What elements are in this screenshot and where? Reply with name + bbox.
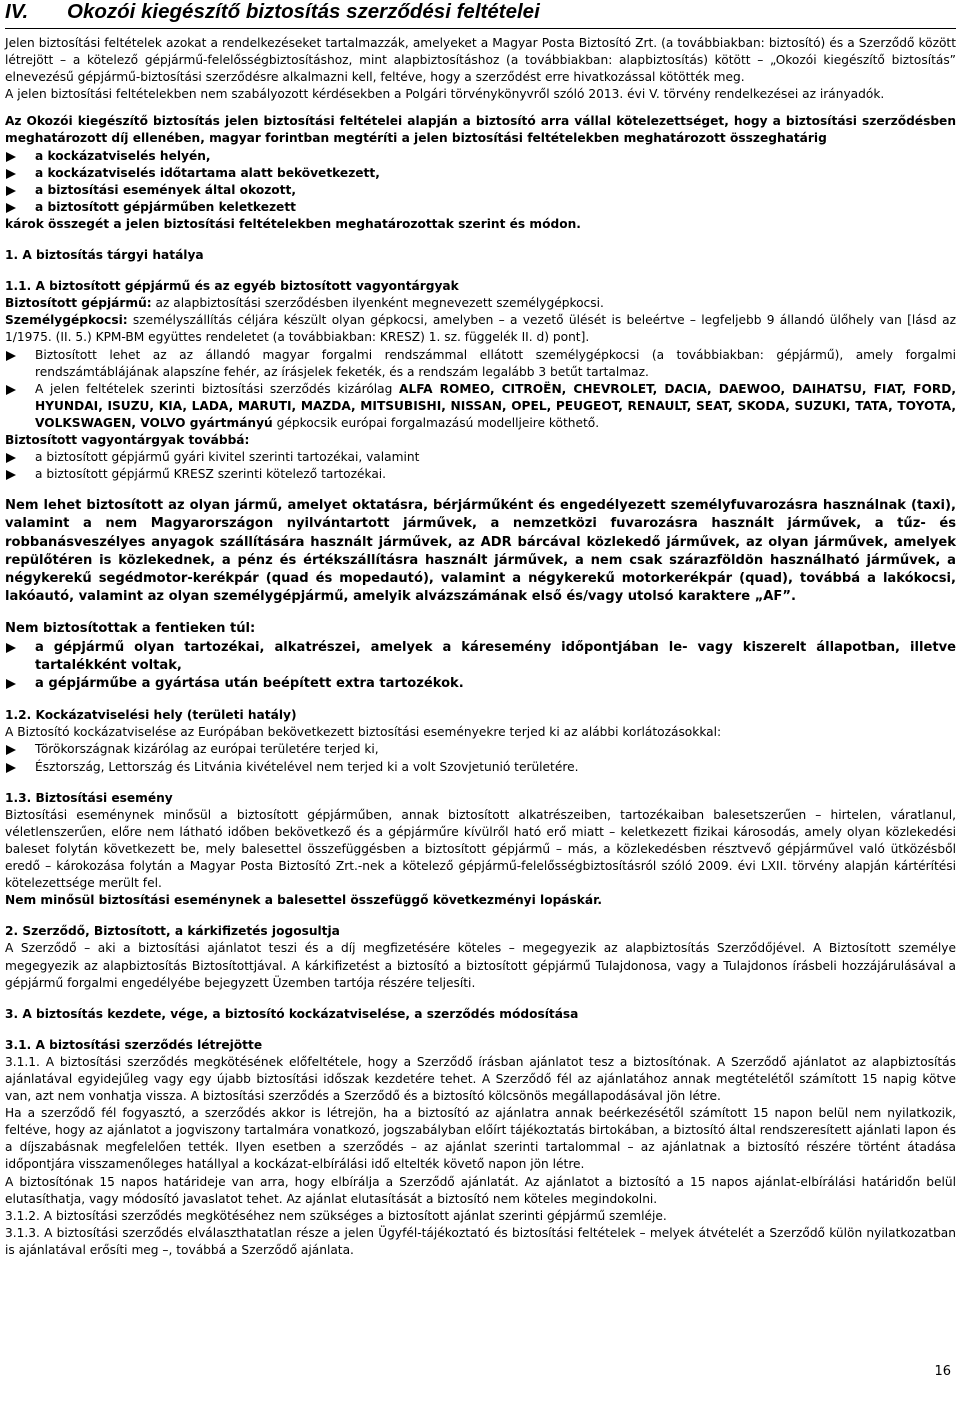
section-3-1-3-text: 3.1.3. A biztosítási szerződés elválaszthatatlan része a jelen Ügyfél-tájékoztató és biztosítási feltételek – melyek átvételét a Szerződő külön nyilatkozatban is ajánlatával erősíti meg –, továbbá a Szerződő ajánlata. [5, 1225, 956, 1257]
section-1-2-text: A Biztosító kockázatviselése az Európában bekövetkezett biztosítási eseményekre terjed ki az alábbi korlátozásokkal: [5, 725, 722, 740]
arrow-bullet-icon [5, 449, 35, 466]
page-number: 16 [934, 1364, 951, 1379]
list-item: a gépjármű olyan tartozékai, alkatrészei, amelyek a káresemény időpontjában le- vagy kiszerelt állapotban, illetve tartalékként voltak, [5, 639, 956, 675]
obligation-closing: károk összegét a jelen biztosítási feltételekben meghatározottak szerint és módon. [5, 216, 581, 231]
list-item: a kockázatviselés helyén, [5, 148, 956, 165]
section-3-heading: 3. A biztosítás kezdete, vége, a biztosító kockázatviselése, a szerződés módosítása [5, 1006, 579, 1021]
section-1-3-heading: 1.3. Biztosítási esemény [5, 790, 173, 805]
arrow-bullet-icon [5, 675, 35, 692]
assessment-paragraph: A biztosítónak 15 napos határideje van arra, hogy elbírálja a Szerződő ajánlatát. Az ajánlatot a biztosító a 15 napos ajánlat-elbírálási határidőn belül elutasíthatja, vagy módosító javaslatot tehet. Az ajánlat elutasítását a biztosító nem köteles megindokolni. [5, 1174, 956, 1206]
arrow-bullet-icon [5, 182, 35, 199]
list-item: Törökországnak kizárólag az európai területére terjed ki, [5, 741, 956, 758]
list-item: a biztosított gépjárműben keletkezett [5, 199, 956, 216]
list-item: Biztosított lehet az az állandó magyar forgalmi rendszámmal ellátott személygépkocsi (a továbbiakban: gépjármű), amely forgalmi rendszámtáblájának alapszíne fehér, az írásjelek feketék, és a rendszám legalább 3 betűt tartalmaz. [5, 347, 956, 381]
not-insured-heading: Nem biztosítottak a fentieken túl: [5, 621, 256, 637]
arrow-bullet-icon [5, 759, 35, 776]
list-item: a gépjárműbe a gyártása után beépített extra tartozékok. [5, 675, 956, 693]
insured-vehicle-definition: Biztosított gépjármű: az alapbiztosítási szerződésben ilyenként megnevezett személygépkocsi. [5, 296, 604, 311]
intro-paragraph-2: A jelen biztosítási feltételekben nem szabályozott kérdésekben a Polgári törvénykönyvről szóló 2013. évi V. törvény rendelkezései az irányadók. [5, 87, 885, 102]
arrow-bullet-icon [5, 199, 35, 216]
arrow-bullet-icon [5, 165, 35, 182]
section-3-1-1-text: 3.1.1. A biztosítási szerződés megkötésének előfeltétele, hogy a Szerződő írásban ajánlatot tesz a biztosítónak. A Szerződő ajánlatot az alapbiztosítás ajánlatával egyidejűleg vagy egy újabb biztosítási időszak kezdetére tehet. A Szerződő fél az ajánlatához annak megtételétől számított 15 napig kötve van, azt nem vonhatja vissza. A biztosítási szerződés a Szerződő és a biztosító kölcsönös megállapodásával jön létre. [5, 1054, 956, 1104]
chapter-number: IV. [5, 0, 29, 23]
heading-rule [5, 28, 956, 29]
list-item: a biztosítási események által okozott, [5, 182, 956, 199]
list-item: a biztosított gépjármű KRESZ szerinti kötelező tartozékai. [5, 466, 956, 483]
section-2-heading: 2. Szerződő, Biztosított, a kárkifizetés jogosultja [5, 924, 340, 939]
chapter-title: Okozói kiegészítő biztosítás szerződési feltételei [67, 0, 540, 23]
list-item: a kockázatviselés időtartama alatt bekövetkezett, [5, 165, 956, 182]
arrow-bullet-icon [5, 741, 35, 758]
arrow-bullet-icon [5, 347, 35, 364]
chapter-heading [5, 0, 956, 28]
arrow-bullet-icon [5, 148, 35, 165]
excluded-vehicles-paragraph: Nem lehet biztosított az olyan jármű, amelyet oktatásra, bérjárműként és engedélyezett személyfuvarozásra használnak (taxi), valamint a nem Magyarországon nyilvántartott járművek, a nemzetközi fuvarozásra használt járművek, a tűz- és robbanásveszélyes anyagok szállítására használt járművek, az ADR bárcával közlekedő járművek, az olyan járművek, amelyek repülőtéren is közlekednek, a pénz és értékszállításra használt járművek, a nem csak szárazföldön használható járművek, a négykerekű segédmotor-kerékpár (quad és mopedautó), valamint a négykerekű motorkerékpár (quad), továbbá a lakókocsi, lakóautó, valamint az olyan személygépjármű, amelyik alvázszámának első és/vagy utolsó karaktere „AF”. [5, 498, 956, 605]
section-3-1-heading: 3.1. A biztosítási szerződés létrejötte [5, 1037, 263, 1052]
consumer-paragraph: Ha a szerződő fél fogyasztó, a szerződés akkor is létrejön, ha a biztosító az ajánlatra annak beérkezésétől számított 15 napon belül nem nyilatkozik, feltéve, hogy az ajánlatot a jogviszony tartalmára vonatkozó, jogszabályban előírt tájékoztatás birtokában, a biztosító által rendszeresített ajánlati lapon és a díjszabásnak megfelelően tették. Ilyen esetben a szerződés – az ajánlat szerinti tartalommal – az ajánlatnak a biztosító részére történt átadása időpontjára visszamenőleges hatállyal a kockázat-elbírálási idő eltelték követő napon jön létre. [5, 1106, 956, 1172]
arrow-bullet-icon [5, 381, 35, 398]
list-item: Észtország, Lettország és Litvánia kivételével nem terjed ki a volt Szovjetunió területére. [5, 759, 956, 776]
passenger-car-definition: Személygépkocsi: személyszállítás céljára készült olyan gépkocsi, amelyben – a vezető ülését is beleértve – legfeljebb 9 állandó ülőhely van [lásd az 1/1975. (II. 5.) KPM-BM együttes rendeletet (a továbbiakban: KRESZ) 1. sz. függelék II. d) pont]. [5, 313, 956, 345]
list-item: A jelen feltételek szerinti biztosítási szerződés kizárólag ALFA ROMEO, CITROËN, CHEVROLET, DACIA, DAEWOO, DAIHATSU, FIAT, FORD, HYUNDAI, ISUZU, KIA, LADA, MARUTI, MAZDA, MITSUBISHI, NISSAN, OPEL, PEUGEOT, RENAULT, SEAT, SKODA, SUZUKI, TATA, TOYOTA, VOLKSWAGEN, VOLVO gyártmányú gépkocsik európai forgalmazású modelljeire köthető. [5, 381, 956, 432]
section-1-3-exclusion: Nem minősül biztosítási eseménynek a balesettel összefüggő következményi lopáskár. [5, 893, 603, 908]
section-1-1-heading: 1.1. A biztosított gépjármű és az egyéb biztosított vagyontárgyak [5, 279, 459, 294]
arrow-bullet-icon [5, 639, 35, 656]
section-1-2-heading: 1.2. Kockázatviselési hely (területi hatály) [5, 708, 297, 723]
also-insured-heading: Biztosított vagyontárgyak továbbá: [5, 432, 250, 447]
section-2-text: A Szerződő – aki a biztosítási ajánlatot teszi és a díj megfizetésére köteles – megegyezik az alapbiztosítás Szerződőjével. A Biztosított személye megegyezik az alapbiztosítás Biztosítottjával. A kárkifizetést a biztosító a biztosított gépjármű Tulajdonosa, vagy a Tulajdonos írásbeli hozzájárulásával a gépjármű forgalmi engedélyébe bejegyzett Üzemben tartója részére teljesíti. [5, 941, 956, 990]
section-3-1-2-text: 3.1.2. A biztosítási szerződés megkötéséhez nem szükséges a biztosított ajánlat szerinti gépjármű szemléje. [5, 1208, 667, 1223]
intro-paragraph-1: Jelen biztosítási feltételek azokat a rendelkezéseket tartalmazzák, amelyeket a Magyar Posta Biztosító Zrt. (a továbbiakban: biztosító) és a Szerződő között létrejött – a kötelező gépjármű-felelősségbiztosításhoz, mint alapbiztosításhoz (a továbbiakban: alapbiztosítás) kötött – „Okozói kiegészítő biztosítás” elnevezésű gépjármű-biztosítási szerződésre alkalmazni kell, feltéve, hogy a szerződést erre hivatkozással kötötték meg. [5, 36, 956, 85]
obligation-paragraph: Az Okozói kiegészítő biztosítás jelen biztosítási feltételei alapján a biztosító arra vállal kötelezettséget, hogy a biztosítási szerződésben meghatározott díj ellenében, magyar forintban megtéríti a jelen biztosítási feltételekben meghatározott összeghatárig [5, 114, 956, 146]
section-1-3-text: Biztosítási eseménynek minősül a biztosított gépjárműben, annak biztosított alkatrészeiben, tartozékaiban balesetszerűen – hirtelen, váratlanul, véletlenszerűen, előre nem látható időben bekövetkező és a gépjárműre kívülről ható erő miatt – keletkezett fizikai károsodás, amely olyan közlekedési baleset folytán következett be, mely balesettel összefüggésben a biztosított gépjármű – más, a közlekedésben résztvevő gépjárművel való ütközésből eredő – károkozása folytán a Magyar Posta Biztosító Zrt.-nek a kötelező gépjármű-felelősségbiztosításról szóló 2009. évi LXII. törvény alapján kártérítési kötelezettsége merült fel. [5, 807, 956, 891]
arrow-bullet-icon [5, 466, 35, 483]
section-1-heading: 1. A biztosítás tárgyi hatálya [5, 248, 204, 263]
list-item: a biztosított gépjármű gyári kivitel szerinti tartozékai, valamint [5, 449, 956, 466]
